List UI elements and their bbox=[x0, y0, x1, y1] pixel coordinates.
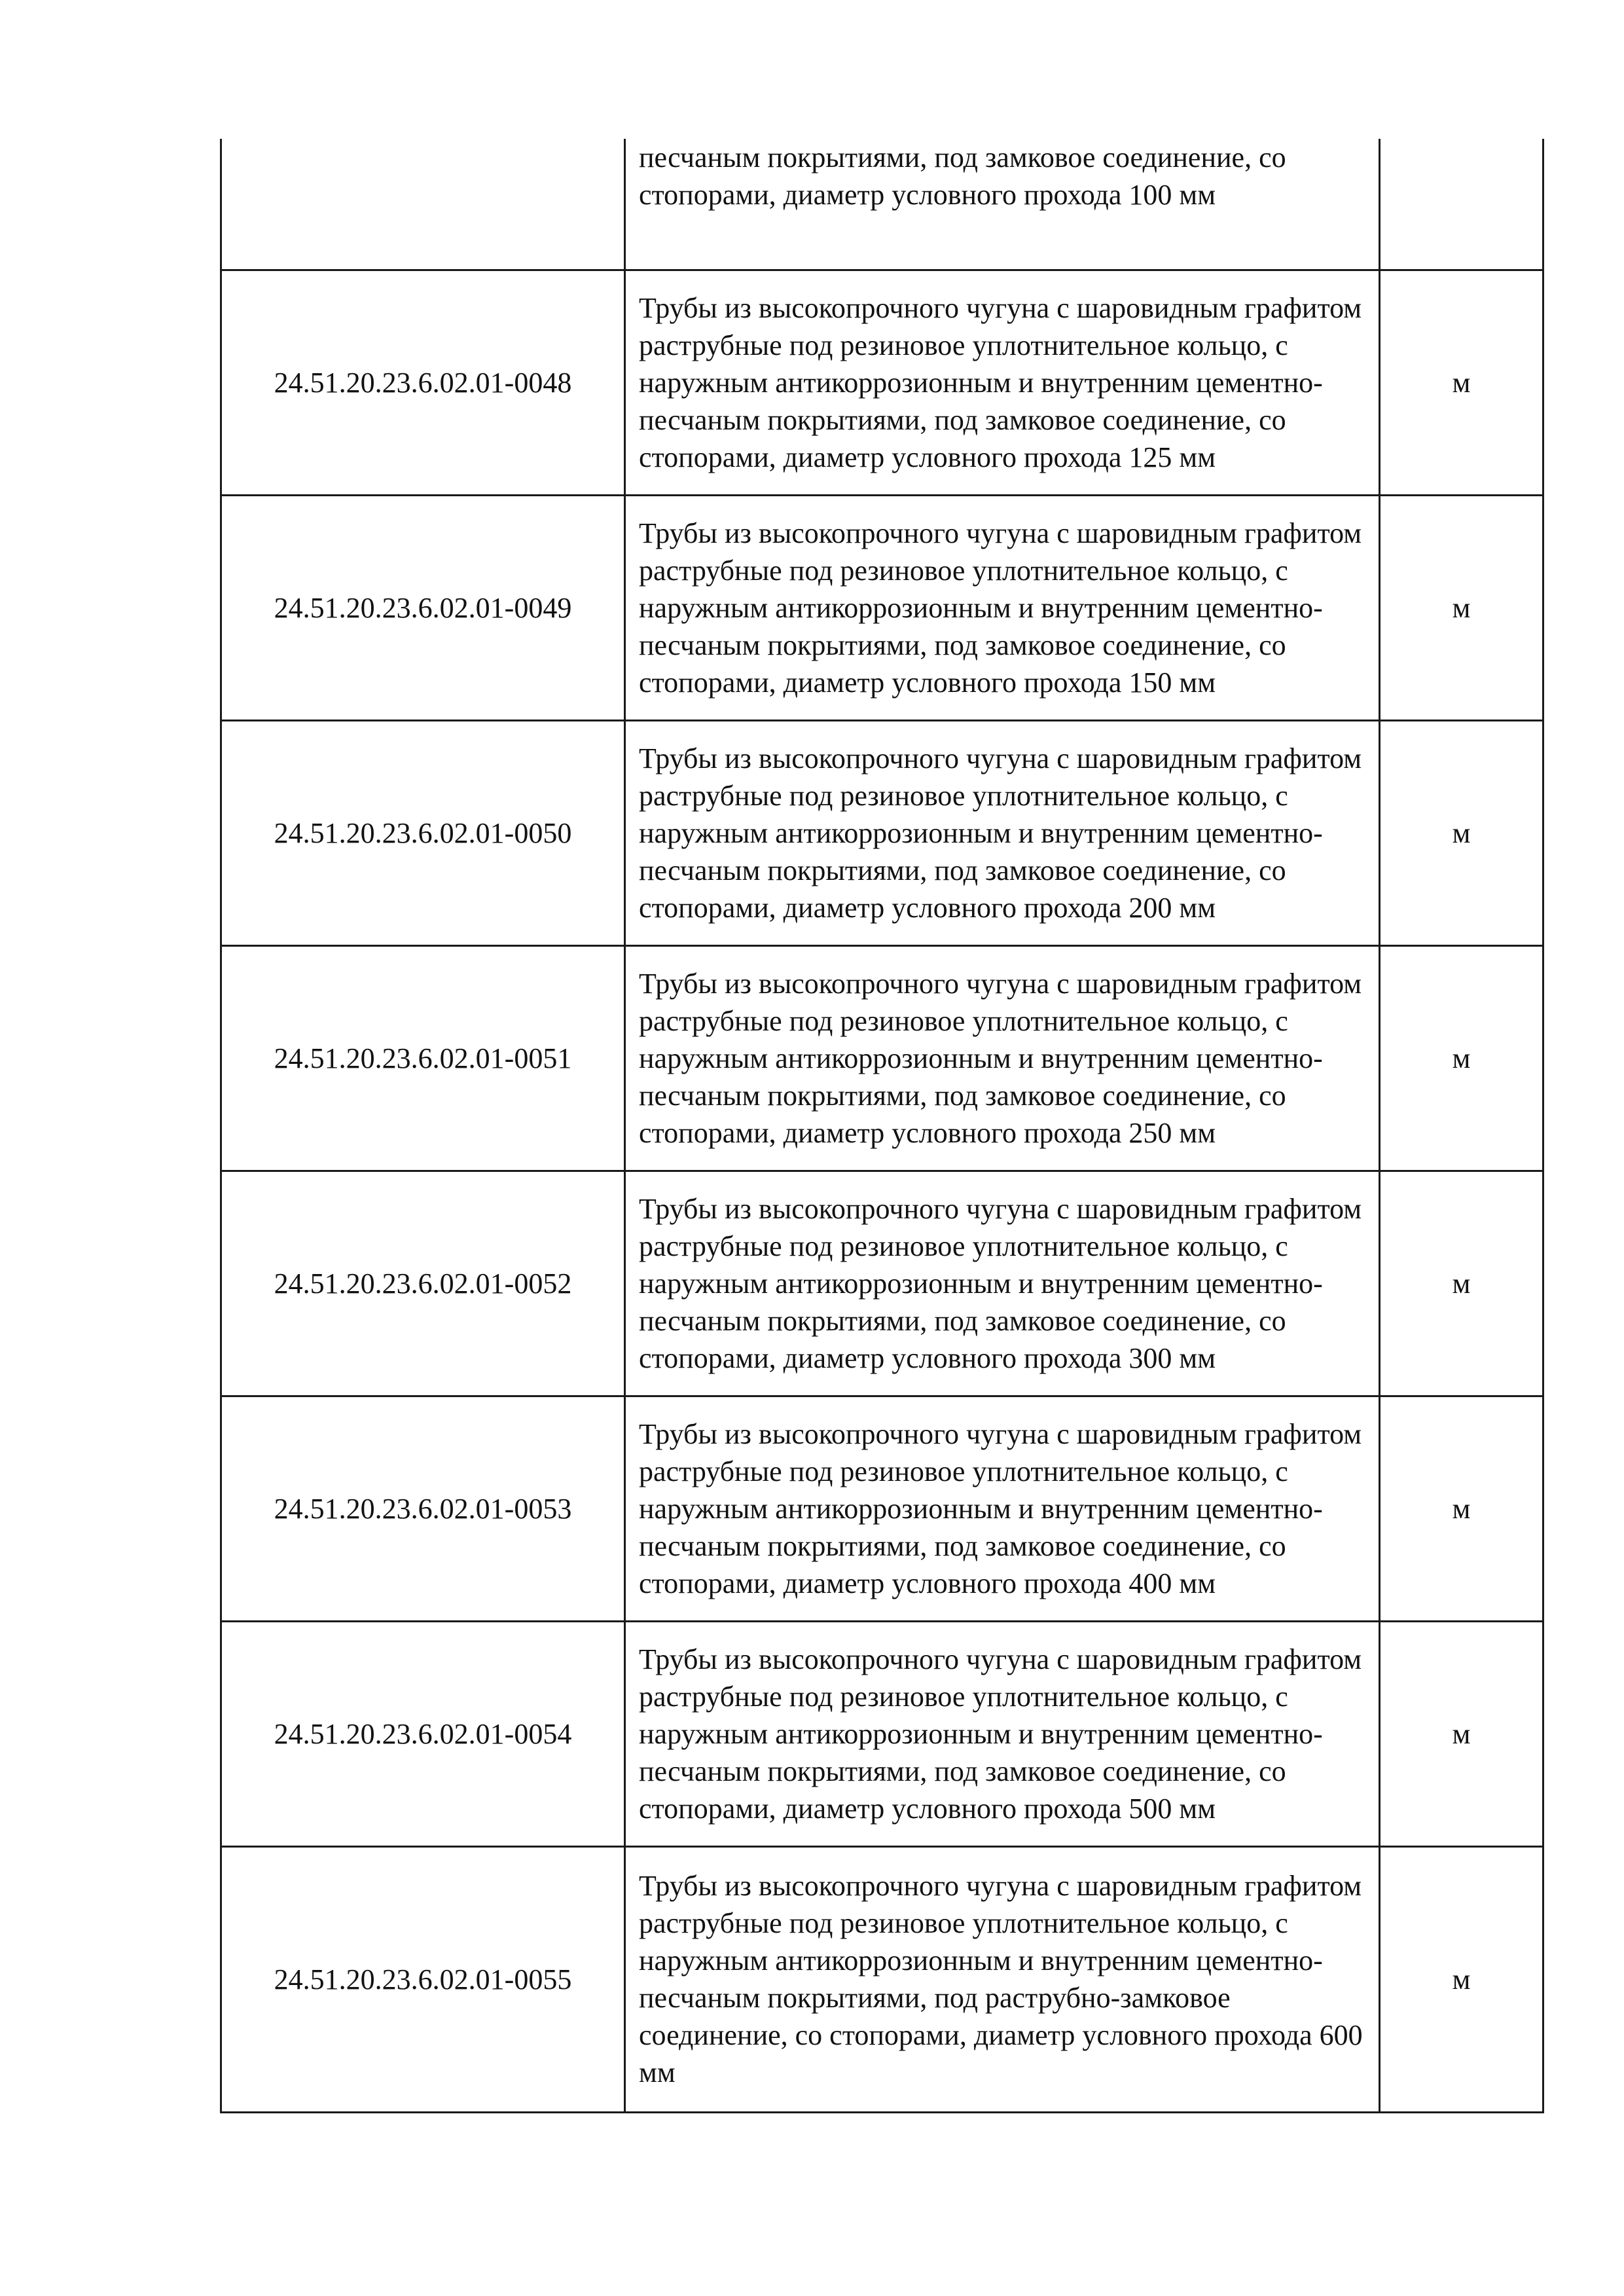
table-row bbox=[221, 1396, 1543, 1621]
resource-code-cell: 24.51.20.23.6.02.01-0051 bbox=[221, 945, 625, 1171]
resource-code-cell bbox=[221, 139, 625, 270]
resource-description-cell bbox=[625, 945, 1380, 1171]
resource-description: Трубы из высокопрочного чугуна с шаровидным графитом раструбные под резиновое уплотнительное кольцо, с наружным антикоррозионным и внутренним цементно-песчаным покрытиями, под замковое соединение, со стопорами, диаметр условного прохода 250 мм bbox=[639, 967, 1362, 1149]
table-row bbox=[221, 945, 1543, 1171]
resource-description-cell bbox=[625, 1846, 1380, 2112]
table-row bbox=[221, 495, 1543, 720]
resource-description: Трубы из высокопрочного чугуна с шаровидным графитом раструбные под резиновое уплотнительное кольцо, с наружным антикоррозионным и внутренним цементно-песчаным покрытиями, под замковое соединение, со стопорами, диаметр условного прохода 400 мм bbox=[639, 1417, 1362, 1599]
unit-cell: м bbox=[1380, 1396, 1543, 1621]
resource-description-cell bbox=[625, 270, 1380, 495]
resource-code-cell: 24.51.20.23.6.02.01-0048 bbox=[221, 270, 625, 495]
unit-cell: м bbox=[1380, 495, 1543, 720]
resource-description-cell bbox=[625, 1171, 1380, 1396]
resource-code-cell: 24.51.20.23.6.02.01-0054 bbox=[221, 1621, 625, 1846]
resource-description: Трубы из высокопрочного чугуна с шаровидным графитом раструбные под резиновое уплотнительное кольцо, с наружным антикоррозионным и внутренним цементно-песчаным покрытиями, под раструбно-замковое соединение, со стопорами, диаметр условного прохода 600 мм bbox=[639, 1870, 1363, 2088]
resource-code-cell: 24.51.20.23.6.02.01-0049 bbox=[221, 495, 625, 720]
resource-code-cell: 24.51.20.23.6.02.01-0050 bbox=[221, 720, 625, 945]
resource-description: Трубы из высокопрочного чугуна с шаровидным графитом раструбные под резиновое уплотнительное кольцо, с наружным антикоррозионным и внутренним цементно-песчаным покрытиями, под замковое соединение, со стопорами, диаметр условного прохода 125 мм bbox=[639, 291, 1362, 473]
resource-code-cell: 24.51.20.23.6.02.01-0055 bbox=[221, 1846, 625, 2112]
table-row-continuation bbox=[221, 139, 1543, 270]
unit-cell bbox=[1380, 139, 1543, 270]
unit-cell: м bbox=[1380, 1171, 1543, 1396]
table-row bbox=[221, 1621, 1543, 1846]
unit-cell: м bbox=[1380, 1846, 1543, 2112]
resource-description-cell bbox=[625, 720, 1380, 945]
resource-description-cell bbox=[625, 495, 1380, 720]
unit-cell: м bbox=[1380, 720, 1543, 945]
resource-description: Трубы из высокопрочного чугуна с шаровидным графитом раструбные под резиновое уплотнительное кольцо, с наружным антикоррозионным и внутренним цементно-песчаным покрытиями, под замковое соединение, со стопорами, диаметр условного прохода 300 мм bbox=[639, 1192, 1362, 1374]
resource-code-cell: 24.51.20.23.6.02.01-0052 bbox=[221, 1171, 625, 1396]
unit-cell: м bbox=[1380, 945, 1543, 1171]
resource-description-cell bbox=[625, 1396, 1380, 1621]
resource-description-cell bbox=[625, 139, 1380, 270]
resource-description: Трубы из высокопрочного чугуна с шаровидным графитом раструбные под резиновое уплотнительное кольцо, с наружным антикоррозионным и внутренним цементно-песчаным покрытиями, под замковое соединение, со стопорами, диаметр условного прохода 200 мм bbox=[639, 742, 1362, 924]
table-row bbox=[221, 1171, 1543, 1396]
unit-cell: м bbox=[1380, 270, 1543, 495]
resource-description-cell bbox=[625, 1621, 1380, 1846]
resource-table bbox=[220, 139, 1544, 2113]
resource-description: Трубы из высокопрочного чугуна с шаровидным графитом раструбные под резиновое уплотнительное кольцо, с наружным антикоррозионным и внутренним цементно-песчаным покрытиями, под замковое соединение, со стопорами, диаметр условного прохода 150 мм bbox=[639, 517, 1362, 699]
resource-description: песчаным покрытиями, под замковое соединение, со стопорами, диаметр условного прохода 100 мм bbox=[639, 141, 1286, 211]
unit-cell: м bbox=[1380, 1621, 1543, 1846]
table-row bbox=[221, 720, 1543, 945]
table-row bbox=[221, 1846, 1543, 2112]
resource-code-cell: 24.51.20.23.6.02.01-0053 bbox=[221, 1396, 625, 1621]
table-row bbox=[221, 270, 1543, 495]
resource-description: Трубы из высокопрочного чугуна с шаровидным графитом раструбные под резиновое уплотнительное кольцо, с наружным антикоррозионным и внутренним цементно-песчаным покрытиями, под замковое соединение, со стопорами, диаметр условного прохода 500 мм bbox=[639, 1643, 1362, 1825]
